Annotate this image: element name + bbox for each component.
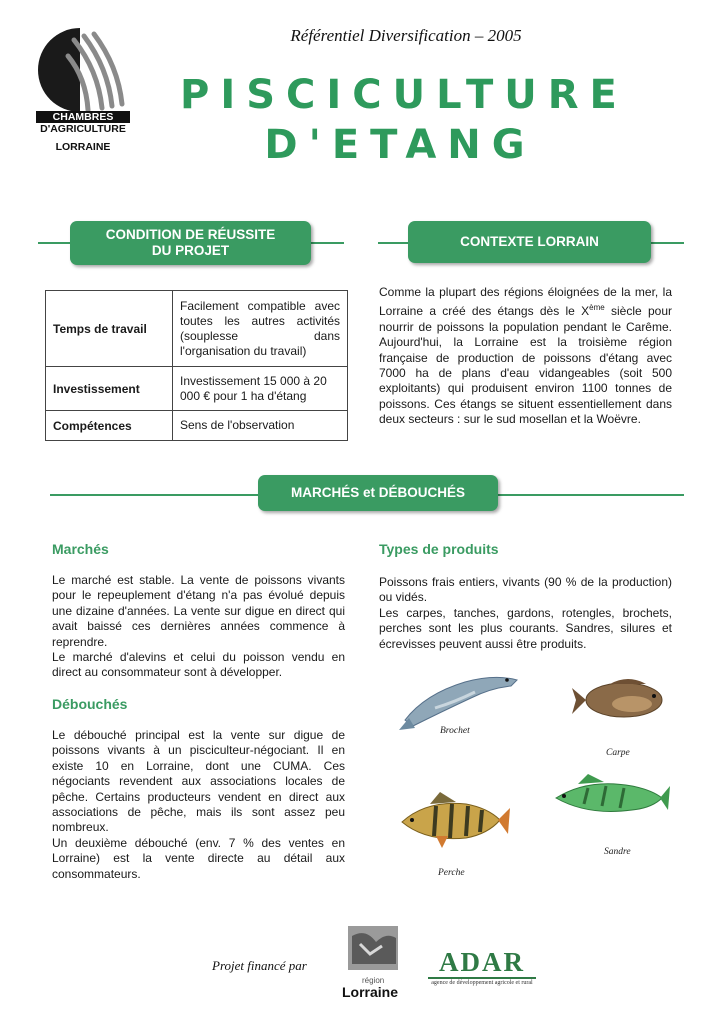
adar-wordmark: ADAR — [439, 947, 525, 977]
row-label: Compétences — [46, 411, 173, 441]
condition-table — [45, 290, 348, 441]
types-heading: Types de produits — [379, 541, 499, 557]
row-value: Facilement compatible avec toutes les autres activités (souplesse dans l'organisation du travail) — [173, 291, 348, 367]
condition-section-header — [70, 221, 311, 265]
contexte-title: CONTEXTE LORRAIN — [460, 234, 599, 249]
contexte-superscript: ème — [589, 303, 605, 313]
condition-title-line-2: DU PROJET — [151, 243, 230, 258]
contexte-text-part-2: siècle pour nourrir de poissons la population pendant le Carême. Aujourd'hui, la Lorraine est la troisième région française de production de poissons d'étang avec 7000 ha de plans d'eau vidangeables (soit 500 exploitants) qui produisent environ 1100 tonnes de poissons. Ces étangs se situent essentiellement dans deux secteurs : sur le sud mosellan et la Woëvre. — [379, 304, 672, 427]
logo-chambres-label: CHAMBRES — [36, 111, 130, 123]
brochet-caption: Brochet — [440, 726, 470, 736]
types-paragraph-1: Poissons frais entiers, vivants (90 % de la production) ou vidés. — [379, 575, 672, 605]
carpe-caption: Carpe — [606, 748, 630, 758]
table-row — [46, 291, 348, 367]
adar-subtitle: agence de développement agricole et rural — [431, 980, 533, 986]
sandre-image — [548, 770, 672, 828]
types-body — [379, 575, 672, 652]
region-lorraine-emblem — [342, 924, 404, 972]
marches-paragraph-2: Le marché d'alevins et celui du poisson vendu en direct au consommateur sont à développer. — [52, 650, 345, 680]
referentiel-heading: Référentiel Diversification – 2005 — [290, 26, 522, 45]
perche-caption: Perche — [438, 868, 465, 878]
row-value: Sens de l'observation — [173, 411, 348, 441]
contexte-text — [379, 285, 672, 428]
adar-logo — [424, 948, 540, 986]
marches-body — [52, 573, 345, 681]
marches-heading: Marchés — [52, 541, 109, 557]
adar-rule — [428, 977, 536, 979]
table-row — [46, 411, 348, 441]
carpe-image — [570, 672, 676, 724]
row-value: Investissement 15 000 à 20 000 € pour 1 ha d'étang — [173, 367, 348, 411]
debouches-paragraph-1: Le débouché principal est la vente sur digue de poissons vivants à un pisciculteur-négociant. Il en existe 10 en Lorraine, dont une CUMA. Ces négociants revendent aux associations locales de pêche. Certains producteurs vendent en direct aux associations de pêche, mais ils sont assez peu nombreux. — [52, 728, 345, 835]
sandre-caption: Sandre — [604, 847, 631, 857]
table-row — [46, 367, 348, 411]
condition-title-line-1: CONDITION DE RÉUSSITE — [105, 227, 276, 242]
perche-image — [396, 790, 512, 852]
brochet-image — [395, 668, 523, 734]
types-paragraph-2: Les carpes, tanches, gardons, rotengles, brochets, perches sont les plus courants. Sandres, silures et écrevisses peuvent aussi être produits. — [379, 605, 672, 651]
contexte-section-header — [408, 221, 651, 263]
contexte-text-part-1: Comme la plupart des régions éloignées de la mer, la Lorraine a créé des étangs dès le X — [379, 285, 672, 319]
title-line-2: D'ETANG — [264, 122, 536, 168]
row-label: Temps de travail — [46, 291, 173, 367]
title-line-1: PISCICULTURE — [180, 72, 628, 118]
marches-paragraph-1: Le marché est stable. La vente de poissons vivants pour le repeuplement d'étang n'a pas évolué depuis une dizaine d'années. La vente sur digue en direct qui avait baissé ces dernières années commence à reprendre. — [52, 573, 345, 649]
region-big-label: Lorraine — [342, 984, 399, 1000]
row-label: Investissement — [46, 367, 173, 411]
region-lorraine-logo — [342, 924, 404, 1000]
logo-lorraine-label: LORRAINE — [55, 141, 111, 153]
region-small-label: région — [362, 976, 385, 985]
marches-section-title: MARCHÉS et DÉBOUCHÉS — [290, 485, 466, 500]
marches-section-header — [258, 475, 498, 511]
debouches-heading: Débouchés — [52, 696, 128, 712]
debouches-body — [52, 728, 345, 882]
logo-agriculture-label: D'AGRICULTURE — [40, 123, 126, 135]
debouches-paragraph-2: Un deuxième débouché (env. 7 % des ventes en Lorraine) est la vente directe au détail aux consommateurs. — [52, 835, 345, 881]
financed-by-label: Projet financé par — [212, 958, 307, 973]
